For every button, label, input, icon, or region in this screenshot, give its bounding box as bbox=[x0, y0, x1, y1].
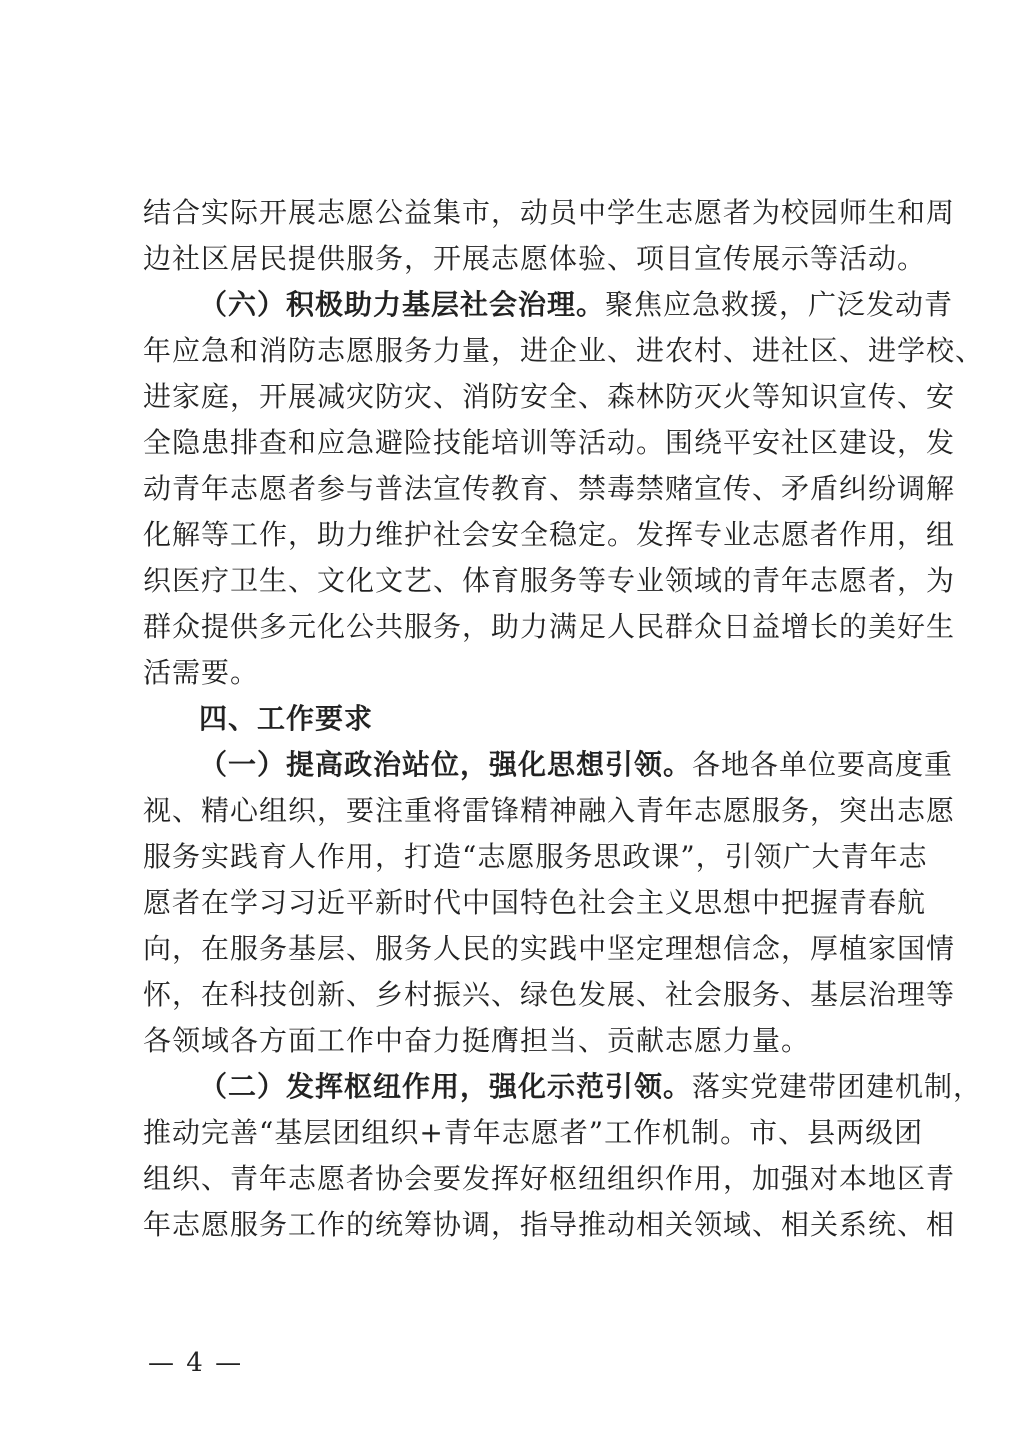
text-line: 进家庭，开展减灾防灾、消防安全、森林防灭火等知识宣传、安 bbox=[143, 380, 956, 413]
section-6-title: （六）积极助力基层社会治理。 bbox=[199, 288, 606, 321]
section-heading-4: 四、工作要求 bbox=[199, 702, 374, 735]
section-4-1-first-line bbox=[143, 742, 954, 788]
text-line: 向，在服务基层、服务人民的实践中坚定理想信念，厚植家国情 bbox=[143, 932, 956, 965]
text-line: 组织、青年志愿者协会要发挥好枢纽组织作用，加强对本地区青 bbox=[143, 1162, 956, 1195]
section-4-1-first-text: 各地各单位要高度重 bbox=[692, 748, 954, 781]
section-4-2-first-text: 落实党建带团建机制， bbox=[692, 1070, 983, 1103]
text-line: 各领域各方面工作中奋力挺膺担当、贡献志愿力量。 bbox=[143, 1024, 811, 1057]
document-body bbox=[143, 190, 985, 1248]
text-line: 结合实际开展志愿公益集市，动员中学生志愿者为校园师生和周 bbox=[143, 196, 956, 229]
text-line: 推动完善“基层团组织+青年志愿者”工作机制。市、县两级团 bbox=[143, 1116, 924, 1149]
section-6-first-text: 聚焦应急救援，广泛发动青 bbox=[605, 288, 954, 321]
section-4-2-title: （二）发挥枢纽作用，强化示范引领。 bbox=[199, 1070, 693, 1103]
text-line: 怀，在科技创新、乡村振兴、绿色发展、社会服务、基层治理等 bbox=[143, 978, 956, 1011]
page-number: — 4 — bbox=[148, 1348, 244, 1378]
text-line: 边社区居民提供服务，开展志愿体验、项目宣传展示等活动。 bbox=[143, 242, 927, 275]
text-line: 服务实践育人作用，打造“志愿服务思政课”，引领广大青年志 bbox=[143, 840, 928, 873]
section-4-2-first-line bbox=[143, 1064, 983, 1110]
text-line: 动青年志愿者参与普法宣传教育、禁毒禁赌宣传、矛盾纠纷调解 bbox=[143, 472, 956, 505]
text-line: 年应急和消防志愿服务力量，进企业、进农村、进社区、进学校、 bbox=[143, 334, 985, 367]
text-line: 年志愿服务工作的统筹协调，指导推动相关领域、相关系统、相 bbox=[143, 1208, 956, 1241]
section-6-first-line bbox=[143, 282, 954, 328]
text-line: 化解等工作，助力维护社会安全稳定。发挥专业志愿者作用，组 bbox=[143, 518, 956, 551]
text-line: 活需要。 bbox=[143, 656, 260, 689]
text-line: 愿者在学习习近平新时代中国特色社会主义思想中把握青春航 bbox=[143, 886, 927, 919]
text-line: 全隐患排查和应急避险技能培训等活动。围绕平安社区建设，发 bbox=[143, 426, 956, 459]
text-line: 视、精心组织，要注重将雷锋精神融入青年志愿服务，突出志愿 bbox=[143, 794, 956, 827]
text-line: 织医疗卫生、文化文艺、体育服务等专业领域的青年志愿者，为 bbox=[143, 564, 956, 597]
text-line: 群众提供多元化公共服务，助力满足人民群众日益增长的美好生 bbox=[143, 610, 956, 643]
section-4-1-title: （一）提高政治站位，强化思想引领。 bbox=[199, 748, 693, 781]
